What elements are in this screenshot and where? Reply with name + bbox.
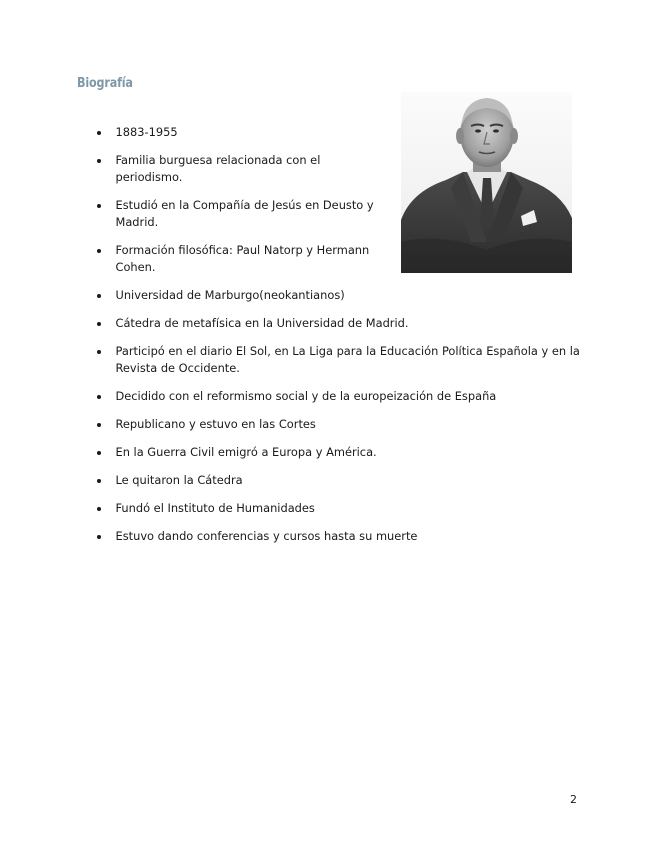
list-item: Cátedra de metafísica en la Universidad de Madrid. bbox=[96, 315, 586, 332]
biography-list bbox=[96, 124, 586, 556]
list-item: Estuvo dando conferencias y cursos hasta su muerte bbox=[96, 528, 586, 545]
list-item: Le quitaron la Cátedra bbox=[96, 472, 586, 489]
list-item: 1883-1955 bbox=[96, 124, 381, 141]
list-item: Formación filosófica: Paul Natorp y Hermann Cohen. bbox=[96, 242, 381, 276]
list-item: Decidido con el reformismo social y de la europeización de España bbox=[96, 388, 586, 405]
list-item: Participó en el diario El Sol, en La Liga para la Educación Política Española y en la Revista de Occidente. bbox=[96, 343, 586, 377]
list-item: Universidad de Marburgo(neokantianos) bbox=[96, 287, 586, 304]
list-item: Familia burguesa relacionada con el periodismo. bbox=[96, 152, 381, 186]
list-item: En la Guerra Civil emigró a Europa y América. bbox=[96, 444, 586, 461]
section-heading: Biografía bbox=[77, 76, 133, 91]
list-item: Republicano y estuvo en las Cortes bbox=[96, 416, 586, 433]
page-number: 2 bbox=[570, 793, 577, 806]
list-item: Fundó el Instituto de Humanidades bbox=[96, 500, 586, 517]
list-item: Estudió en la Compañía de Jesús en Deusto y Madrid. bbox=[96, 197, 381, 231]
